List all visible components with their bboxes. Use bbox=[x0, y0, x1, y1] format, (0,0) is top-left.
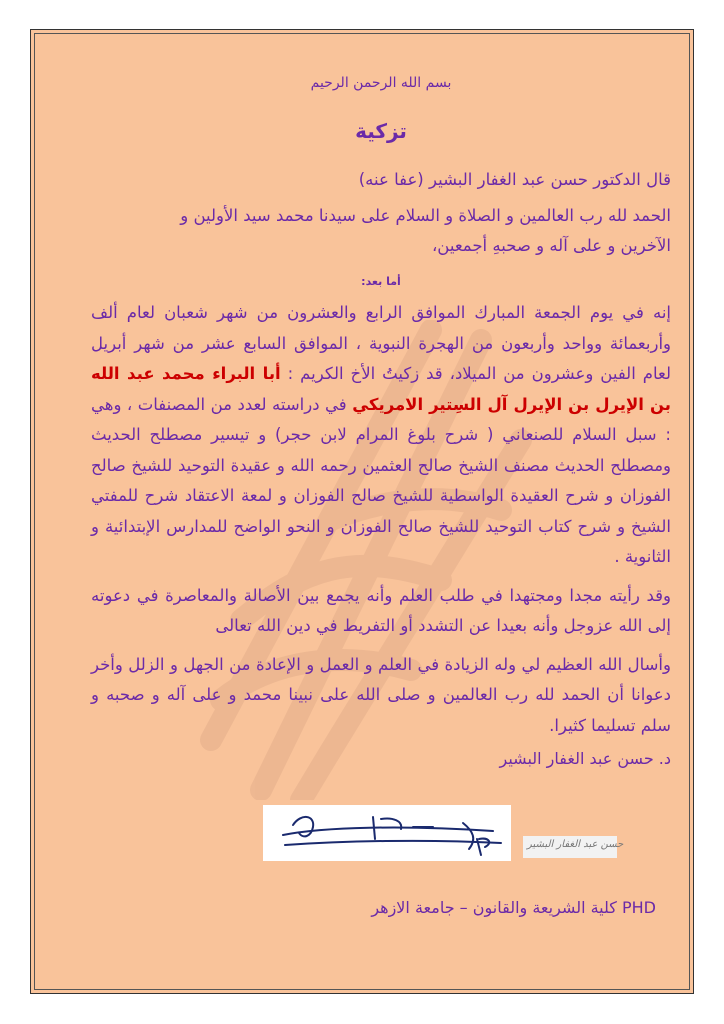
praise-line-2: الآخرين و على آله و صحبهِ أجمعين، bbox=[431, 236, 671, 255]
signature-image bbox=[263, 805, 511, 861]
signature-name: د. حسن عبد الغفار البشير bbox=[499, 749, 671, 768]
signature-stamp-text bbox=[523, 836, 624, 858]
paragraph-recommendation-books: في دراسته لعدد من المصنفات ، وهي : سبل السلام للصنعاني ( شرح بلوغ المرام لابن حجر) و تيسير مصطلح الحديث ومصطلح الحديث مصنف الشيخ صالح العثمين رحمه الله و عقيدة التوحيد للشيخ صالح الفوزان و شرح العقيدة الواسطية للشيخ صالح الفوزان و لمعة الاعتقاد شرح للمفتي الشيخ و شرح كتاب التوحيد للشيخ صالح الفوزان و النحو الواضح للمدارس الإبتدائية و الثانوية . bbox=[91, 394, 671, 566]
basmala: بسم الله الرحمن الرحيم bbox=[310, 75, 452, 91]
signature-handwritten-name: حسن عبد الغفار البشير bbox=[527, 839, 624, 850]
praise-line-1: الحمد لله رب العالمين و الصلاة و السلام على سيدنا محمد سيد الأولين و bbox=[180, 206, 671, 225]
paragraph-assessment: وقد رأيته مجدا ومجتهدا في طلب العلم وأنه يجمع بين الأصالة والمعاصرة في دعوته إلى الله عزوجل وأنه بعيدا عن التشدد أو التفريط في دين الله تعالى bbox=[91, 585, 671, 635]
signature-scribble bbox=[263, 805, 511, 861]
student-name: أبا البراء محمد عبد الله بن الإيرل بن الإيرل آل السِتير الامريكي bbox=[91, 364, 671, 414]
document-title: تزكية bbox=[355, 119, 407, 143]
paragraph-recommendation-start: إنه في يوم الجمعة المبارك الموافق الرابع والعشرون من شهر شعبان لعام ألف وأربعمائة وواحد وأربعون من الهجرة النبوية ، الموافق السابع عشر من شهر أبريل لعام الفين وعشرون من الميلاد، قد زكيتُ الأخ الكريم : bbox=[91, 303, 671, 383]
amma-baad: أما بعد: bbox=[361, 275, 401, 288]
document-page bbox=[30, 29, 694, 994]
footer-affiliation: PHD كلية الشريعة والقانون – جامعة الازهر bbox=[371, 898, 656, 917]
paragraph-supplication: وأسال الله العظيم لي وله الزيادة في العلم و العمل و الإعادة من الجهل و الزلل وأخر دعوانا أن الحمد لله رب العالمين و صلى الله على نبينا محمد و على آله و صحبه و سلم تسليما كثيرا. bbox=[91, 654, 671, 735]
paragraph-recommendation bbox=[91, 298, 671, 573]
document-body bbox=[91, 75, 671, 782]
intro-line: قال الدكتور حسن عبد الغفار البشير (عفا عنه) bbox=[358, 170, 671, 189]
